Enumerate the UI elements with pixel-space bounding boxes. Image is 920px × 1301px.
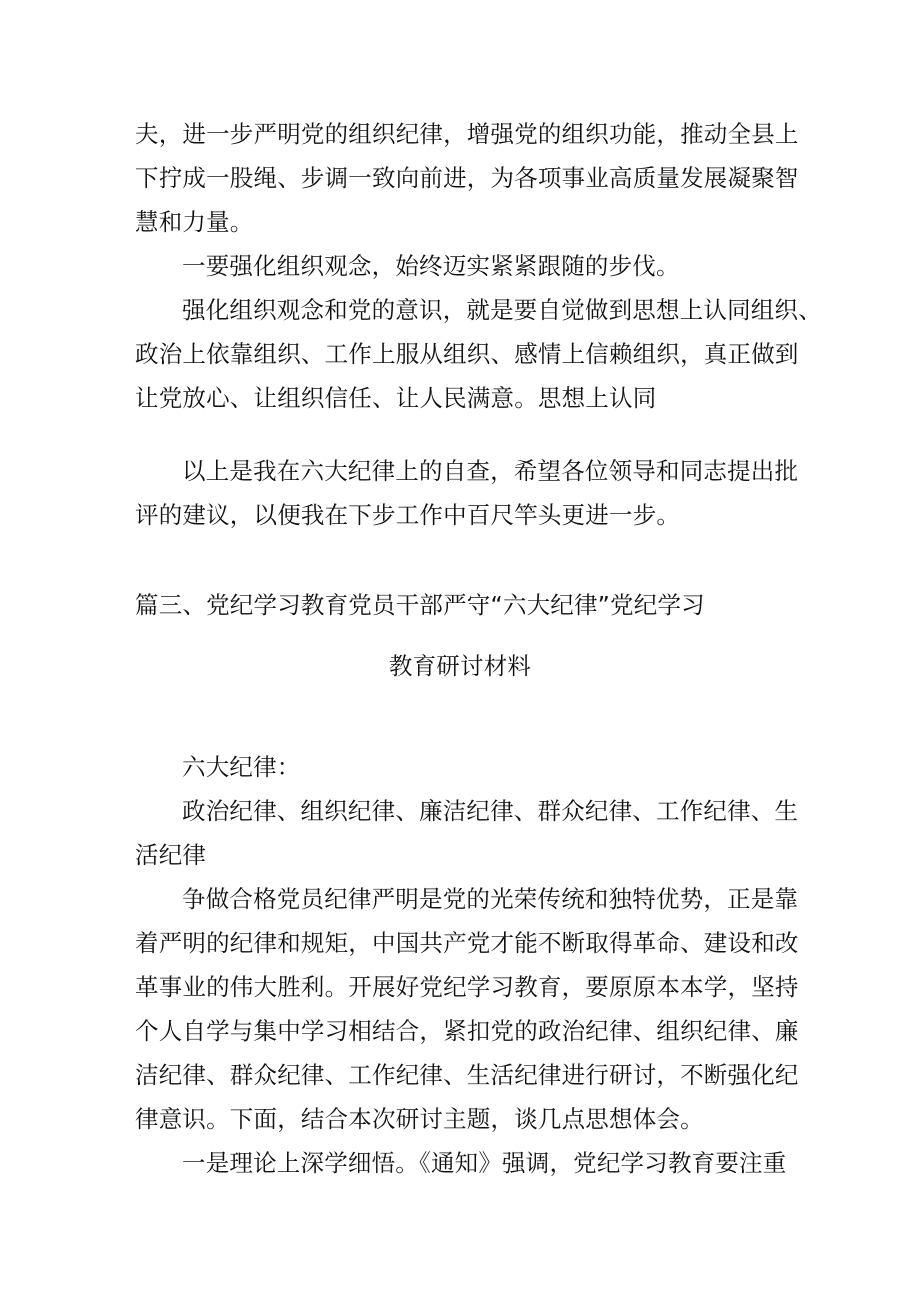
paragraph-line: 六大纪律： [182,753,301,781]
paragraph-line: 一是理论上深学细悟。《通知》强调，党纪学习教育要注重 [182,1149,787,1177]
section-heading-continued: 教育研讨材料 [388,652,532,680]
paragraph-line: 强化组织观念和党的意识，就是要自觉做到思想上认同组织、 [182,296,822,324]
paragraph-line: 洁纪律、群众纪律、工作纪律、生活纪律进行研讨，不断强化纪 [135,1061,799,1089]
paragraph-line: 政治纪律、组织纪律、廉洁纪律、群众纪律、工作纪律、生 [182,797,799,825]
paragraph-line: 一要强化组织观念，始终迈实紧紧跟随的步伐。 [182,252,680,280]
section-heading: 篇三、党纪学习教育党员干部严守“六大纪律”党纪学习 [135,591,705,619]
paragraph-line: 个人自学与集中学习相结合，紧扣党的政治纪律、组织纪律、廉 [135,1017,799,1045]
paragraph-line: 活纪律 [135,841,207,869]
paragraph-line: 律意识。下面，结合本次研讨主题，谈几点思想体会。 [135,1105,704,1133]
paragraph-line: 让党放心、让组织信任、让人民满意。思想上认同 [135,384,657,412]
paragraph-line: 着严明的纪律和规矩，中国共产党才能不断取得革命、建设和改 [135,929,799,957]
paragraph-line: 夫，进一步严明党的组织纪律，增强党的组织功能，推动全县上 [135,120,799,148]
paragraph-line: 革事业的伟大胜利。开展好党纪学习教育，要原原本本学，坚持 [135,973,799,1001]
paragraph-line: 争做合格党员纪律严明是党的光荣传统和独特优势，正是靠 [182,885,799,913]
paragraph-line: 政治上依靠组织、工作上服从组织、感情上信赖组织，真正做到 [135,340,799,368]
paragraph-line: 评的建议，以便我在下步工作中百尺竿头更进一步。 [135,501,681,529]
paragraph-line: 慧和力量。 [135,208,254,236]
paragraph-line: 以上是我在六大纪律上的自查，希望各位领导和同志提出批 [182,457,799,485]
paragraph-line: 下拧成一股绳、步调一致向前进，为各项事业高质量发展凝聚智 [135,164,799,192]
